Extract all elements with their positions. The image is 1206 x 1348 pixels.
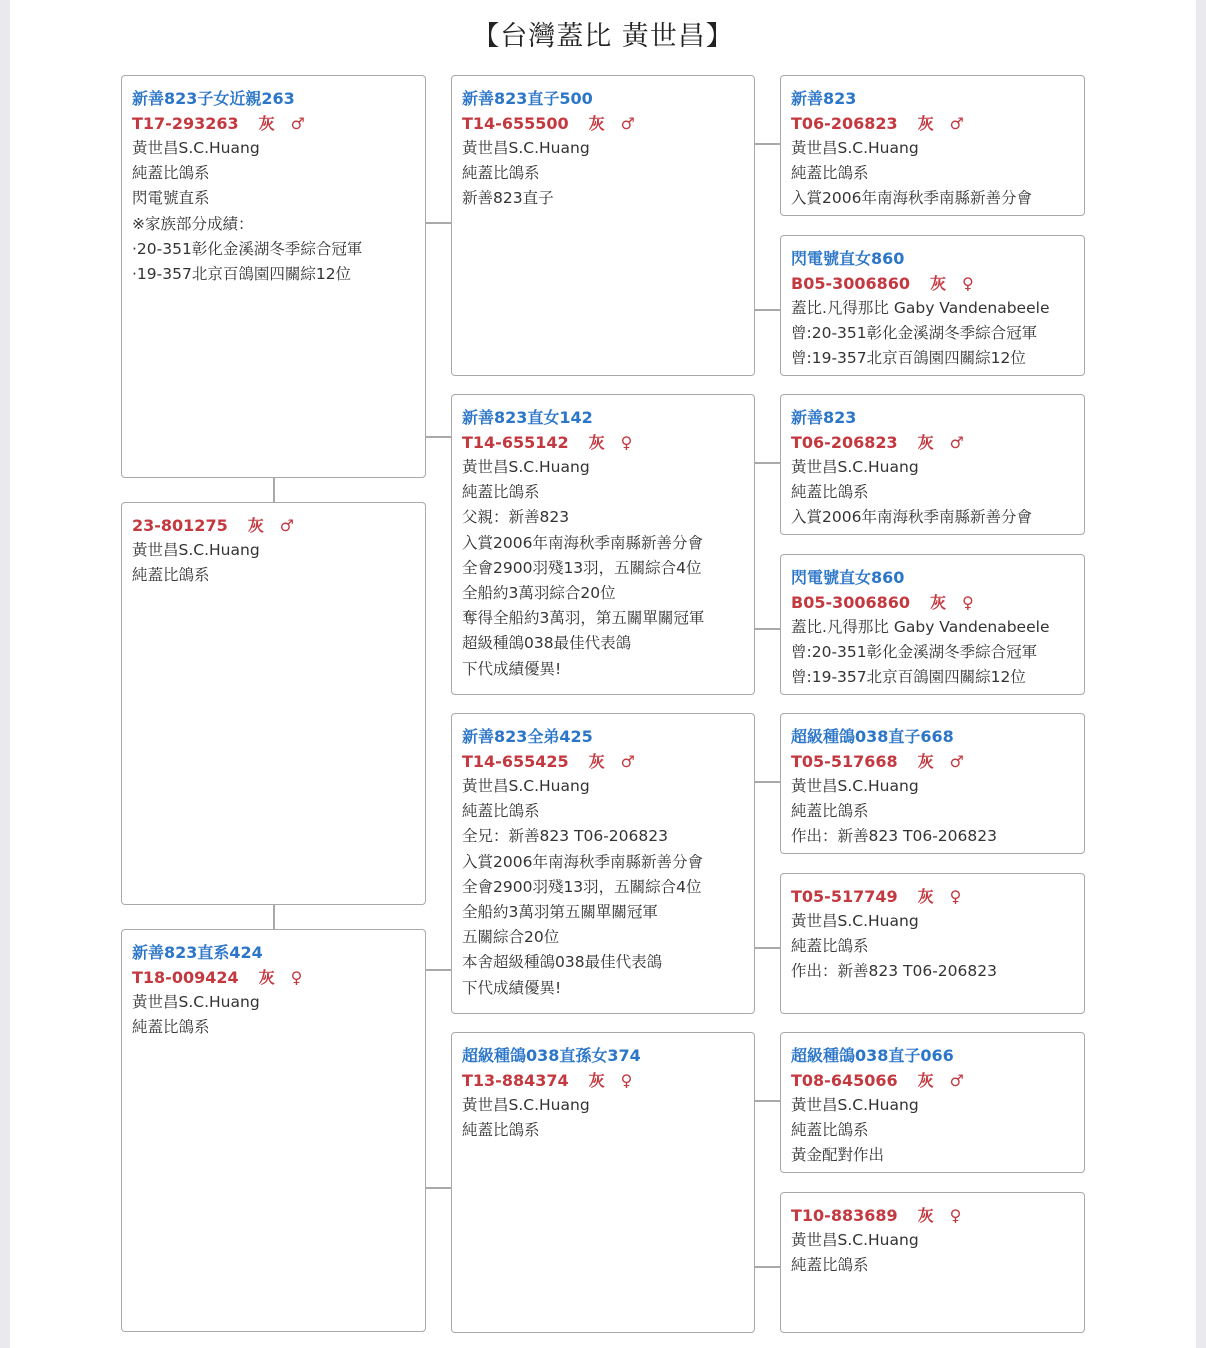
ring-number: T14-655500 <box>462 114 569 133</box>
info-line: 父親：新善823 <box>462 508 570 527</box>
info-line: 黃世昌S.C.Huang <box>132 139 260 157</box>
ring-number: T13-884374 <box>462 1071 569 1090</box>
ring-number: T10-883689 <box>791 1206 898 1225</box>
ring-number: B05-3006860 <box>791 274 911 293</box>
ring-number: 23-801275 <box>132 516 228 535</box>
info-line: 純蓋比鴿系 <box>791 483 869 502</box>
info-line: 黃世昌S.C.Huang <box>791 777 919 795</box>
info-line: 下代成績優異! <box>462 659 562 678</box>
connector-line <box>426 222 451 224</box>
info-line: 閃電號直系 <box>132 189 210 208</box>
connector-line <box>755 628 780 630</box>
ring-number: T05-517749 <box>791 887 898 906</box>
connector-line <box>755 781 780 783</box>
info-line: 入賞2006年南海秋季南縣新善分會 <box>462 533 703 552</box>
ring-number: T14-655142 <box>462 433 569 452</box>
ring-number: T17-293263 <box>132 114 239 133</box>
feather-color: 灰 <box>588 752 605 771</box>
pigeon-card-g7 <box>780 1032 1085 1173</box>
info-line: 新善823直子 <box>462 189 554 208</box>
info-line: 黃世昌S.C.Huang <box>132 993 260 1011</box>
pigeon-card-dam-dam <box>451 1032 755 1333</box>
feather-color: 灰 <box>917 752 934 771</box>
ring-row <box>791 111 1074 136</box>
info-line: 黃世昌S.C.Huang <box>462 139 590 157</box>
info-line: 曾:19-357北京百鴿園四關綜12位 <box>791 349 1026 368</box>
pigeon-name: 超級種鴿038直子066 <box>791 1046 954 1065</box>
info-line: 蓋比.凡得那比 Gaby Vandenabeele <box>791 618 1050 636</box>
info-line: 曾:19-357北京百鴿園四關綜12位 <box>791 668 1026 687</box>
ring-row <box>791 884 1074 909</box>
pigeon-name: 新善823 <box>791 89 857 108</box>
info-line: 純蓋比鴿系 <box>132 566 210 585</box>
pigeon-name: 閃電號直女860 <box>791 568 905 587</box>
pigeon-card-g5 <box>780 713 1085 854</box>
ring-row <box>791 749 1074 774</box>
page-title: 【台灣蓋比 黃世昌】 <box>472 21 734 52</box>
pigeon-name: 新善823 <box>791 408 857 427</box>
info-line: ·19-357北京百鴿園四關綜12位 <box>132 265 352 284</box>
ring-number: T08-645066 <box>791 1071 898 1090</box>
info-line: 黃世昌S.C.Huang <box>462 1096 590 1114</box>
ring-row <box>462 1068 744 1093</box>
female-icon: ♀ <box>949 887 962 906</box>
info-line: 純蓋比鴿系 <box>462 1121 540 1140</box>
male-icon: ♂ <box>279 516 295 535</box>
connector-line <box>755 143 780 145</box>
ring-row <box>132 965 415 990</box>
feather-color: 灰 <box>917 887 934 906</box>
ring-row <box>791 1068 1074 1093</box>
info-line: 黃世昌S.C.Huang <box>791 912 919 930</box>
ring-number: T06-206823 <box>791 114 898 133</box>
info-line: 純蓋比鴿系 <box>791 1256 869 1275</box>
feather-color: 灰 <box>917 114 934 133</box>
ring-row <box>791 590 1074 615</box>
female-icon: ♀ <box>962 274 974 293</box>
ring-number: T05-517668 <box>791 752 898 771</box>
pigeon-card-sire <box>121 502 426 905</box>
info-line: 五關綜合20位 <box>462 928 560 947</box>
info-line: 蓋比.凡得那比 Gaby Vandenabeele <box>791 299 1050 317</box>
connector-line <box>273 905 275 929</box>
pigeon-name: 新善823直子500 <box>462 89 593 108</box>
pigeon-name: 超級種鴿038直孫女374 <box>462 1046 641 1065</box>
info-line: 黃世昌S.C.Huang <box>462 458 590 476</box>
info-line: 全船約3萬羽綜合20位 <box>462 584 616 603</box>
info-line: 純蓋比鴿系 <box>132 1018 210 1037</box>
female-icon: ♀ <box>949 1206 962 1225</box>
info-line: 曾:20-351彰化金溪湖冬季綜合冠軍 <box>791 324 1038 343</box>
feather-color: 灰 <box>930 593 947 612</box>
ring-row <box>791 271 1074 296</box>
info-line: 入賞2006年南海秋季南縣新善分會 <box>791 189 1032 208</box>
pigeon-name: 超級種鴿038直子668 <box>791 727 954 746</box>
info-line: 黃世昌S.C.Huang <box>791 458 919 476</box>
male-icon: ♂ <box>949 1071 964 1090</box>
feather-color: 灰 <box>930 274 947 293</box>
feather-color: 灰 <box>258 968 275 987</box>
pigeon-card-sire-sire <box>451 75 755 376</box>
info-line: 純蓋比鴿系 <box>462 164 540 183</box>
info-line: ·20-351彰化金溪湖冬季綜合冠軍 <box>132 239 363 258</box>
info-line: 作出：新善823 T06-206823 <box>791 962 997 981</box>
feather-color: 灰 <box>588 433 605 452</box>
connector-line <box>755 309 780 311</box>
female-icon: ♀ <box>962 593 974 612</box>
info-line: 下代成績優異! <box>462 978 562 997</box>
connector-line <box>426 969 451 971</box>
info-line: 全會2900羽殘13羽，五關綜合4位 <box>462 558 702 577</box>
pigeon-card-subject <box>121 75 426 478</box>
pigeon-card-g2 <box>780 235 1085 376</box>
ring-number: T14-655425 <box>462 752 569 771</box>
ring-row <box>462 111 744 136</box>
male-icon: ♂ <box>949 752 964 771</box>
feather-color: 灰 <box>258 114 275 133</box>
pigeon-card-g3 <box>780 394 1085 535</box>
female-icon: ♀ <box>620 1071 633 1090</box>
info-line: 曾:20-351彰化金溪湖冬季綜合冠軍 <box>791 643 1038 662</box>
connector-line <box>755 1100 780 1102</box>
male-icon: ♂ <box>949 114 964 133</box>
male-icon: ♂ <box>949 433 964 452</box>
feather-color: 灰 <box>588 1071 605 1090</box>
info-line: 純蓋比鴿系 <box>791 937 869 956</box>
info-line: 奪得全船約3萬羽，第五關單關冠軍 <box>462 609 705 628</box>
info-line: 純蓋比鴿系 <box>791 802 869 821</box>
pigeon-card-g8 <box>780 1192 1085 1333</box>
info-line: 全船約3萬羽第五關單關冠軍 <box>462 903 658 922</box>
info-line: 超級種鴿038最佳代表鴿 <box>462 634 632 653</box>
male-icon: ♂ <box>620 752 635 771</box>
info-line: 純蓋比鴿系 <box>462 483 540 502</box>
info-line: 純蓋比鴿系 <box>132 164 210 183</box>
pigeon-card-dam-sire <box>451 713 755 1014</box>
info-line: 入賞2006年南海秋季南縣新善分會 <box>791 508 1032 527</box>
info-line: 純蓋比鴿系 <box>462 802 540 821</box>
connector-line <box>426 436 451 438</box>
info-line: 純蓋比鴿系 <box>791 164 869 183</box>
ring-row <box>132 513 415 538</box>
ring-row <box>462 430 744 455</box>
pigeon-name: 新善823直女142 <box>462 408 593 427</box>
pigeon-name: 閃電號直女860 <box>791 249 905 268</box>
info-line: 入賞2006年南海秋季南縣新善分會 <box>462 852 703 871</box>
info-line: 全兄：新善823 T06-206823 <box>462 827 668 846</box>
connector-line <box>755 462 780 464</box>
female-icon: ♀ <box>290 968 303 987</box>
feather-color: 灰 <box>917 1206 934 1225</box>
info-line: 黃世昌S.C.Huang <box>462 777 590 795</box>
info-line: 黃金配對作出 <box>791 1146 885 1165</box>
info-line: 全會2900羽殘13羽，五關綜合4位 <box>462 877 702 896</box>
info-line: 黃世昌S.C.Huang <box>791 139 919 157</box>
female-icon: ♀ <box>620 433 633 452</box>
info-line: 本舍超級種鴿038最佳代表鴿 <box>462 953 663 972</box>
connector-line <box>755 947 780 949</box>
ring-row <box>791 430 1074 455</box>
pigeon-card-sire-dam <box>451 394 755 695</box>
pigeon-name: 新善823子女近親263 <box>132 89 295 108</box>
connector-line <box>755 1266 780 1268</box>
feather-color: 灰 <box>247 516 264 535</box>
feather-color: 灰 <box>917 1071 934 1090</box>
ring-number: T06-206823 <box>791 433 898 452</box>
ring-number: B05-3006860 <box>791 593 911 612</box>
ring-row <box>132 111 415 136</box>
ring-number: T18-009424 <box>132 968 239 987</box>
feather-color: 灰 <box>588 114 605 133</box>
info-line: ※家族部分成績： <box>132 214 254 233</box>
pigeon-name: 新善823全弟425 <box>462 727 593 746</box>
pigeon-card-g6 <box>780 873 1085 1014</box>
pigeon-card-g4 <box>780 554 1085 695</box>
feather-color: 灰 <box>917 433 934 452</box>
male-icon: ♂ <box>620 114 635 133</box>
pigeon-card-dam <box>121 929 426 1332</box>
info-line: 純蓋比鴿系 <box>791 1121 869 1140</box>
info-line: 黃世昌S.C.Huang <box>132 541 260 559</box>
male-icon: ♂ <box>290 114 305 133</box>
connector-line <box>273 478 275 502</box>
ring-row <box>462 749 744 774</box>
pigeon-card-g1 <box>780 75 1085 216</box>
info-line: 黃世昌S.C.Huang <box>791 1096 919 1114</box>
info-line: 作出：新善823 T06-206823 <box>791 827 997 846</box>
pigeon-name: 新善823直系424 <box>132 943 263 962</box>
info-line: 黃世昌S.C.Huang <box>791 1231 919 1249</box>
connector-line <box>426 1187 451 1189</box>
ring-row <box>791 1203 1074 1228</box>
